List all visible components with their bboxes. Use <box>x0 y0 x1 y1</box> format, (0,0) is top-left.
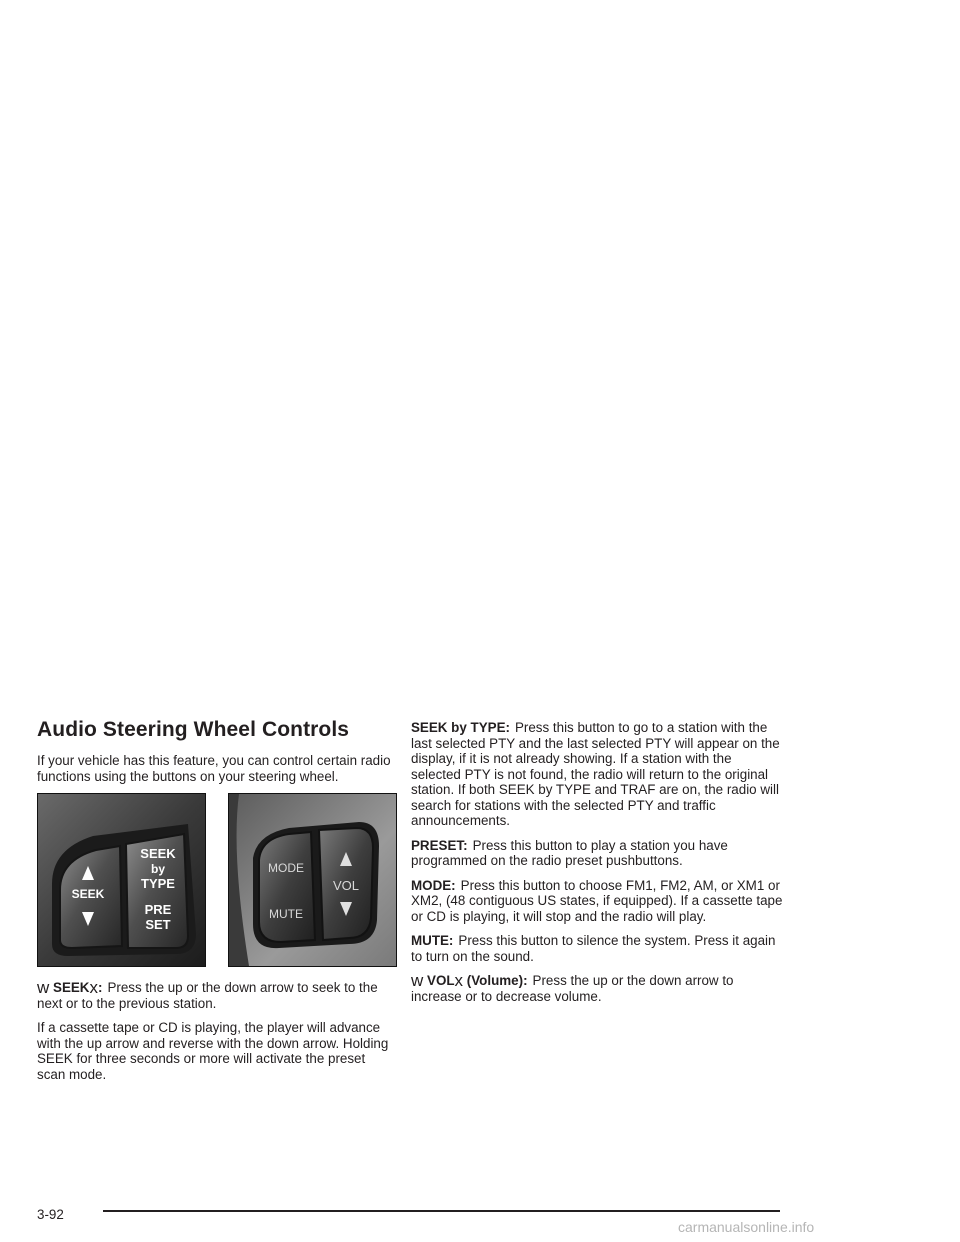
seek-by-type-text: Press this button to go to a station with the last selected PTY and the last selected PTY will appear on the display, if it is not already showing. If a station with the selected PTY is not found, the radio will return to the original station. If both SEEK by TYPE and TRAF are on, the radio will search for stations with the selected PTY and traffic announcements. <box>411 720 780 828</box>
seek-up-arrow-icon: w <box>37 978 50 997</box>
vol-text: Press the up or the down arrow to increase or to decrease volume. <box>411 973 734 1004</box>
mode-button-label: MODE <box>268 861 304 875</box>
vol-button-label: VOL <box>332 878 360 893</box>
seek-cassette-paragraph: If a cassette tape or CD is playing, the player will advance with the up arrow and reverse with the down arrow. Holding SEEK for three seconds or more will activate the preset scan mode. <box>37 1020 389 1082</box>
left-column <box>37 753 393 1091</box>
seek-by-type-label: SEEK by TYPE: <box>411 720 510 735</box>
mode-text: Press this button to choose FM1, FM2, AM, or XM1 or XM2, (48 contiguous US states, if equipped). If a cassette tape or CD is playing, it will stop and the radio will play. <box>411 877 783 924</box>
right-column <box>411 720 783 1013</box>
vol-label: VOL <box>427 973 455 988</box>
seek-down-arrow-icon: x <box>89 978 98 997</box>
mute-paragraph <box>411 933 783 964</box>
page-number: 3-92 <box>37 1207 64 1222</box>
seek-type-line3: TYPE <box>141 876 175 891</box>
mode-paragraph <box>411 878 783 925</box>
watermark: carmanualsonline.info <box>678 1219 815 1235</box>
vol-paragraph <box>411 973 783 1004</box>
seek-by-type-paragraph <box>411 720 783 829</box>
vol-suffix: (Volume): <box>466 973 528 988</box>
seek-label: SEEK <box>53 980 90 995</box>
intro-paragraph: If your vehicle has this feature, you can control certain radio functions using the buttons on your steering wheel. <box>37 753 391 784</box>
seek-colon: : <box>97 980 103 995</box>
volume-control-photo <box>228 793 397 967</box>
steering-wheel-photos <box>37 793 393 967</box>
page-heading: Audio Steering Wheel Controls <box>37 718 350 741</box>
mute-text: Press this button to silence the system. Press it again to turn on the sound. <box>411 933 776 964</box>
mute-label: MUTE: <box>411 933 454 948</box>
vol-down-arrow-icon: x <box>454 971 464 990</box>
seek-text: Press the up or the down arrow to seek to the next or to the previous station. <box>37 980 378 1011</box>
footer-rule <box>103 1210 780 1212</box>
seek-control-photo <box>37 793 206 967</box>
mute-button-label: MUTE <box>269 907 303 921</box>
preset-line2: SET <box>145 917 171 932</box>
seek-type-line1: SEEK <box>140 846 176 861</box>
preset-paragraph <box>411 838 783 869</box>
vol-up-arrow-icon: w <box>411 971 424 990</box>
preset-line1: PRE <box>144 902 172 917</box>
seek-type-line2: by <box>150 862 166 876</box>
preset-text: Press this button to play a station you have programmed on the radio preset pushbuttons. <box>411 837 728 868</box>
seek-paragraph <box>37 980 393 1011</box>
preset-label: PRESET: <box>411 837 468 853</box>
mode-label: MODE: <box>411 877 456 893</box>
seek-button-label: SEEK <box>71 887 105 901</box>
